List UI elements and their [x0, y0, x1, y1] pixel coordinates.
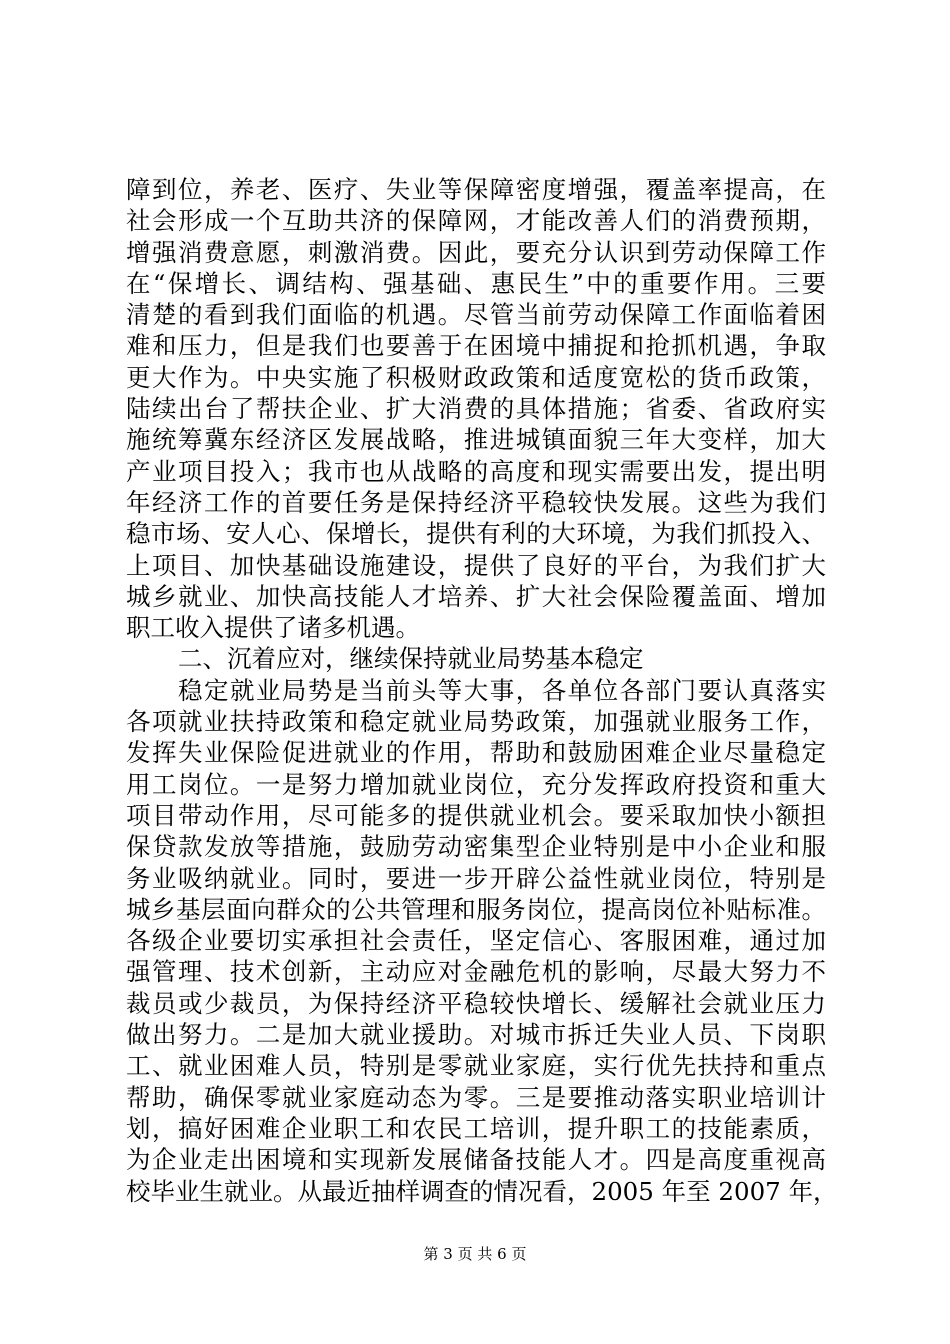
body-line: 稳市场、安人心、保增长，提供有利的大环境，为我们抓投入、	[126, 519, 826, 549]
body-line: 社会形成一个互助共济的保障网，才能改善人们的消费预期，	[126, 206, 826, 236]
body-line: 务业吸纳就业。同时，要进一步开辟公益性就业岗位，特别是	[126, 863, 826, 893]
body-line: 难和压力，但是我们也要善于在困境中捕捉和抢抓机遇，争取	[126, 331, 826, 361]
body-line: 产业项目投入；我市也从战略的高度和现实需要出发，提出明	[126, 456, 826, 486]
body-line: 用工岗位。一是努力增加就业岗位，充分发挥政府投资和重大	[126, 769, 826, 799]
body-line: 各项就业扶持政策和稳定就业局势政策，加强就业服务工作，	[126, 707, 826, 737]
body-line: 各级企业要切实承担社会责任，坚定信心、客服困难，通过加	[126, 926, 826, 956]
section-heading: 二、沉着应对，继续保持就业局势基本稳定	[178, 644, 644, 674]
body-line: 更大作为。中央实施了积极财政政策和适度宽松的货币政策，	[126, 362, 826, 392]
body-line: 强管理、技术创新，主动应对金融危机的影响，尽最大努力不	[126, 957, 826, 987]
body-line: 增强消费意愿，刺激消费。因此，要充分认识到劳动保障工作	[126, 237, 826, 267]
paragraph-end-line: 职工收入提供了诸多机遇。	[126, 613, 420, 643]
body-line: 在“保增长、调结构、强基础、惠民生”中的重要作用。三要	[126, 268, 826, 298]
body-line: 障到位，养老、医疗、失业等保障密度增强，覆盖率提高，在	[126, 175, 826, 204]
paragraph-first-line: 稳定就业局势是当前头等大事，各单位各部门要认真落实	[178, 675, 826, 705]
body-line: 施统筹冀东经济区发展战略，推进城镇面貌三年大变样，加大	[126, 425, 826, 455]
body-line: 为企业走出困境和实现新发展储备技能人才。四是高度重视高	[126, 1145, 826, 1175]
body-line: 年经济工作的首要任务是保持经济平稳较快发展。这些为我们	[126, 487, 826, 517]
body-line: 城乡基层面向群众的公共管理和服务岗位，提高岗位补贴标准。	[126, 894, 826, 924]
body-line: 上项目、加快基础设施建设，提供了良好的平台，为我们扩大	[126, 550, 826, 580]
body-line: 裁员或少裁员，为保持经济平稳较快增长、缓解社会就业压力	[126, 988, 826, 1018]
body-line: 项目带动作用，尽可能多的提供就业机会。要采取加快小额担	[126, 800, 826, 830]
body-line: 陆续出台了帮扶企业、扩大消费的具体措施；省委、省政府实	[126, 394, 826, 424]
body-line: 保贷款发放等措施，鼓励劳动密集型企业特别是中小企业和服	[126, 832, 826, 862]
body-line: 发挥失业保险促进就业的作用，帮助和鼓励困难企业尽量稳定	[126, 738, 826, 768]
document-body	[126, 174, 838, 1207]
body-line: 划，搞好困难企业职工和农民工培训，提升职工的技能素质，	[126, 1113, 826, 1143]
body-line: 清楚的看到我们面临的机遇。尽管当前劳动保障工作面临着困	[126, 300, 826, 330]
body-line: 校毕业生就业。从最近抽样调查的情况看，2005 年至 2007 年，	[126, 1176, 838, 1206]
page-number-footer: 第 3 页 共 6 页	[423, 1245, 527, 1263]
body-line: 城乡就业、加快高技能人才培养、扩大社会保险覆盖面、增加	[126, 581, 826, 611]
body-line: 帮助，确保零就业家庭动态为零。三是要推动落实职业培训计	[126, 1082, 826, 1112]
body-line: 做出努力。二是加大就业援助。对城市拆迁失业人员、下岗职	[126, 1020, 826, 1050]
body-line: 工、就业困难人员，特别是零就业家庭，实行优先扶持和重点	[126, 1051, 826, 1081]
